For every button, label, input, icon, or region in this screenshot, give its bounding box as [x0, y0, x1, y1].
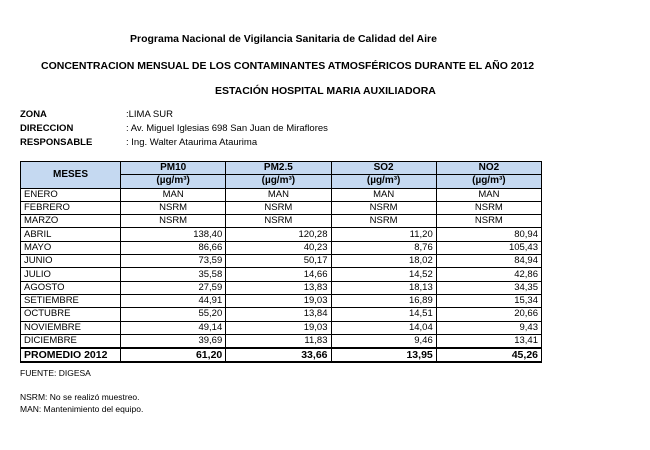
- value-cell: 14,66: [226, 268, 331, 281]
- unit-no2: (µg/m³): [436, 175, 541, 188]
- source-note: FUENTE: DIGESA: [20, 368, 91, 378]
- value-cell: 11,20: [331, 228, 436, 241]
- value-cell: NSRM: [121, 215, 226, 228]
- average-value-cell: 61,20: [121, 348, 226, 362]
- info-label: RESPONSABLE: [20, 137, 93, 148]
- month-cell: JUNIO: [21, 255, 121, 268]
- value-cell: 105,43: [436, 241, 541, 254]
- value-cell: 9,43: [436, 321, 541, 334]
- header-pm25: PM2.5: [226, 162, 331, 175]
- header-pm10: PM10: [121, 162, 226, 175]
- value-cell: 84,94: [436, 255, 541, 268]
- month-cell: JULIO: [21, 268, 121, 281]
- value-cell: 20,66: [436, 308, 541, 321]
- table-row: [21, 228, 542, 241]
- table-row: [21, 281, 542, 294]
- info-zona: [20, 109, 173, 120]
- value-cell: 14,52: [331, 268, 436, 281]
- report-title: CONCENTRACION MENSUAL DE LOS CONTAMINANTES ATMOSFÉRICOS DURANTE EL AÑO 2012: [41, 60, 535, 72]
- value-cell: 39,69: [121, 334, 226, 348]
- info-value: :LIMA SUR: [126, 109, 173, 120]
- station-title: ESTACIÓN HOSPITAL MARIA AUXILIADORA: [215, 85, 436, 97]
- value-cell: 14,51: [331, 308, 436, 321]
- value-cell: 8,76: [331, 241, 436, 254]
- value-cell: 18,02: [331, 255, 436, 268]
- note-man: MAN: Mantenimiento del equipo.: [20, 404, 144, 414]
- value-cell: 14,04: [331, 321, 436, 334]
- unit-so2: (µg/m³): [331, 175, 436, 188]
- month-cell: SETIEMBRE: [21, 294, 121, 307]
- value-cell: MAN: [121, 188, 226, 201]
- value-cell: 80,94: [436, 228, 541, 241]
- value-cell: 13,84: [226, 308, 331, 321]
- header-no2: NO2: [436, 162, 541, 175]
- value-cell: 19,03: [226, 321, 331, 334]
- month-cell: MAYO: [21, 241, 121, 254]
- concentration-table: [20, 161, 542, 363]
- note-nsrm: NSRM: No se realizó muestreo.: [20, 392, 140, 402]
- value-cell: NSRM: [331, 215, 436, 228]
- value-cell: 49,14: [121, 321, 226, 334]
- month-cell: OCTUBRE: [21, 308, 121, 321]
- value-cell: 42,86: [436, 268, 541, 281]
- value-cell: 44,91: [121, 294, 226, 307]
- value-cell: MAN: [436, 188, 541, 201]
- average-row: [21, 348, 542, 362]
- table-header-row: [21, 162, 542, 175]
- table-row: [21, 308, 542, 321]
- info-label: ZONA: [20, 109, 47, 120]
- average-value-cell: 13,95: [331, 348, 436, 362]
- month-cell: FEBRERO: [21, 201, 121, 214]
- table-row: [21, 215, 542, 228]
- average-value-cell: 45,26: [436, 348, 541, 362]
- header-so2: SO2: [331, 162, 436, 175]
- month-cell: AGOSTO: [21, 281, 121, 294]
- value-cell: 86,66: [121, 241, 226, 254]
- value-cell: 40,23: [226, 241, 331, 254]
- value-cell: NSRM: [226, 201, 331, 214]
- value-cell: NSRM: [436, 215, 541, 228]
- table-row: [21, 201, 542, 214]
- value-cell: 27,59: [121, 281, 226, 294]
- info-responsable: [20, 137, 257, 148]
- value-cell: 9,46: [331, 334, 436, 348]
- header-meses: MESES: [21, 162, 121, 189]
- value-cell: 15,34: [436, 294, 541, 307]
- value-cell: 13,41: [436, 334, 541, 348]
- value-cell: NSRM: [226, 215, 331, 228]
- average-value-cell: 33,66: [226, 348, 331, 362]
- value-cell: 138,40: [121, 228, 226, 241]
- value-cell: MAN: [226, 188, 331, 201]
- month-cell: ABRIL: [21, 228, 121, 241]
- info-value: : Av. Miguel Iglesias 698 San Juan de Miraflores: [126, 123, 328, 134]
- table-row: [21, 255, 542, 268]
- value-cell: MAN: [331, 188, 436, 201]
- value-cell: NSRM: [331, 201, 436, 214]
- value-cell: NSRM: [436, 201, 541, 214]
- info-value: : Ing. Walter Ataurima Ataurima: [126, 137, 258, 148]
- value-cell: 120,28: [226, 228, 331, 241]
- table-row: [21, 294, 542, 307]
- value-cell: 35,58: [121, 268, 226, 281]
- unit-pm25: (µg/m³): [226, 175, 331, 188]
- table-row: [21, 334, 542, 348]
- value-cell: 19,03: [226, 294, 331, 307]
- table-row: [21, 268, 542, 281]
- value-cell: 55,20: [121, 308, 226, 321]
- table-row: [21, 188, 542, 201]
- average-label: PROMEDIO 2012: [21, 348, 121, 362]
- value-cell: 16,89: [331, 294, 436, 307]
- value-cell: 11,83: [226, 334, 331, 348]
- value-cell: NSRM: [121, 201, 226, 214]
- month-cell: ENERO: [21, 188, 121, 201]
- info-direccion: [20, 123, 328, 134]
- info-label: DIRECCION: [20, 123, 74, 134]
- month-cell: MARZO: [21, 215, 121, 228]
- value-cell: 50,17: [226, 255, 331, 268]
- month-cell: NOVIEMBRE: [21, 321, 121, 334]
- value-cell: 13,83: [226, 281, 331, 294]
- table-row: [21, 321, 542, 334]
- table-body: [21, 188, 542, 362]
- table-row: [21, 241, 542, 254]
- value-cell: 18,13: [331, 281, 436, 294]
- value-cell: 73,59: [121, 255, 226, 268]
- program-title: Programa Nacional de Vigilancia Sanitaria de Calidad del Aire: [130, 33, 437, 45]
- value-cell: 34,35: [436, 281, 541, 294]
- unit-pm10: (µg/m³): [121, 175, 226, 188]
- month-cell: DICIEMBRE: [21, 334, 121, 348]
